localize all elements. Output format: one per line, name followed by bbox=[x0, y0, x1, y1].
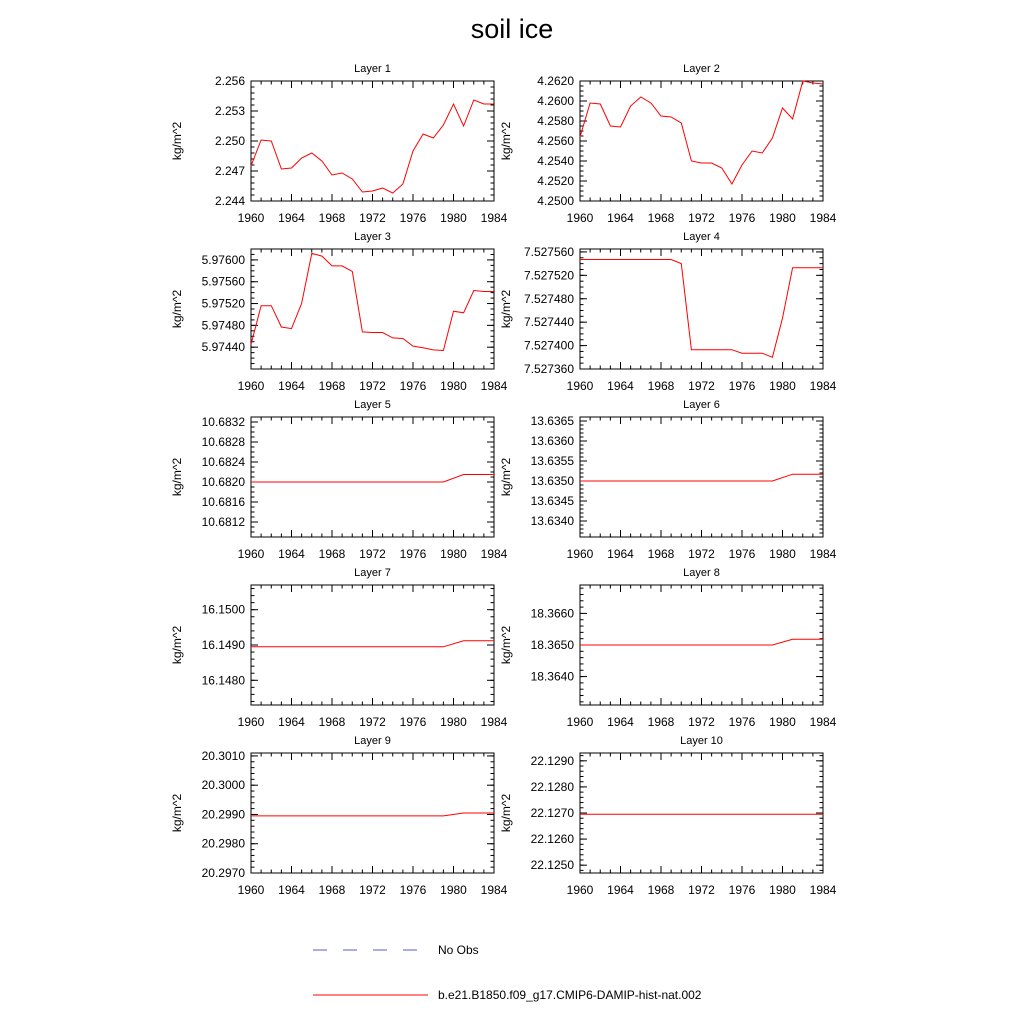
x-tick-label: 1964 bbox=[278, 211, 305, 225]
x-tick-label: 1968 bbox=[318, 211, 346, 225]
x-tick-label: 1984 bbox=[480, 715, 508, 729]
x-tick-label: 1968 bbox=[647, 379, 675, 393]
panel-title: Layer 1 bbox=[354, 63, 391, 75]
y-tick-label: 5.97440 bbox=[201, 340, 245, 355]
y-axis-label: kg/m^2 bbox=[170, 121, 184, 161]
x-tick-label: 1964 bbox=[278, 547, 305, 561]
x-tick-label: 1964 bbox=[607, 211, 634, 225]
y-tick-label: 2.256 bbox=[214, 74, 245, 88]
y-tick-label: 5.97600 bbox=[201, 252, 245, 267]
x-tick-label: 1972 bbox=[688, 547, 715, 561]
x-tick-label: 1980 bbox=[769, 547, 796, 561]
x-tick-label: 1960 bbox=[237, 379, 265, 393]
plot-frame bbox=[580, 417, 823, 537]
legend-label-no-obs: No Obs bbox=[438, 943, 479, 957]
y-tick-label: 20.3000 bbox=[201, 778, 245, 793]
plot-frame bbox=[580, 753, 823, 873]
x-tick-label: 1968 bbox=[647, 883, 675, 897]
y-tick-label: 7.527480 bbox=[523, 291, 574, 306]
y-axis-label: kg/m^2 bbox=[499, 289, 513, 329]
y-axis-label: kg/m^2 bbox=[499, 457, 513, 497]
chart-panel-2 bbox=[499, 63, 837, 225]
series-line bbox=[580, 81, 823, 184]
y-tick-label: 20.2990 bbox=[201, 807, 245, 822]
panel-title: Layer 10 bbox=[680, 735, 723, 747]
y-axis-label: kg/m^2 bbox=[170, 457, 184, 497]
x-tick-label: 1976 bbox=[728, 379, 756, 393]
x-tick-label: 1980 bbox=[440, 379, 467, 393]
chart-panel-3 bbox=[170, 231, 508, 393]
y-axis-label: kg/m^2 bbox=[499, 121, 513, 161]
x-tick-label: 1980 bbox=[769, 883, 796, 897]
y-tick-label: 18.3660 bbox=[530, 606, 574, 621]
x-tick-label: 1964 bbox=[607, 379, 634, 393]
x-tick-label: 1968 bbox=[318, 379, 346, 393]
series-line bbox=[251, 813, 494, 816]
y-axis-label: kg/m^2 bbox=[499, 793, 513, 833]
chart-panel-1 bbox=[170, 63, 508, 225]
x-tick-label: 1980 bbox=[769, 211, 796, 225]
y-tick-label: 20.2980 bbox=[201, 836, 245, 851]
chart-main-title: soil ice bbox=[470, 14, 554, 44]
x-tick-label: 1960 bbox=[237, 211, 265, 225]
x-tick-label: 1984 bbox=[809, 547, 837, 561]
x-tick-label: 1984 bbox=[480, 379, 508, 393]
x-tick-label: 1964 bbox=[278, 379, 305, 393]
x-tick-label: 1964 bbox=[607, 547, 634, 561]
x-tick-label: 1968 bbox=[318, 547, 346, 561]
x-tick-label: 1964 bbox=[607, 715, 634, 729]
y-tick-label: 18.3650 bbox=[530, 638, 574, 652]
y-tick-label: 7.527560 bbox=[523, 244, 574, 259]
x-tick-label: 1968 bbox=[647, 715, 675, 729]
x-tick-label: 1972 bbox=[688, 883, 715, 897]
chart-panel-6 bbox=[499, 399, 837, 561]
y-tick-label: 7.527520 bbox=[523, 268, 574, 283]
y-tick-label: 4.2620 bbox=[537, 74, 574, 88]
y-tick-label: 2.244 bbox=[214, 194, 245, 208]
x-tick-label: 1960 bbox=[566, 715, 594, 729]
plot-frame bbox=[251, 753, 494, 873]
x-tick-label: 1976 bbox=[399, 379, 427, 393]
y-axis-label: kg/m^2 bbox=[170, 289, 184, 329]
chart-panel-8 bbox=[499, 567, 837, 729]
y-tick-label: 10.6832 bbox=[201, 415, 245, 429]
panel-title: Layer 6 bbox=[683, 399, 720, 411]
plot-frame bbox=[251, 585, 494, 705]
panel-title: Layer 8 bbox=[683, 567, 720, 579]
plot-frame bbox=[580, 81, 823, 201]
y-axis-label: kg/m^2 bbox=[170, 793, 184, 833]
x-tick-label: 1960 bbox=[566, 379, 594, 393]
series-line bbox=[251, 100, 494, 193]
x-tick-label: 1968 bbox=[318, 715, 346, 729]
x-tick-label: 1984 bbox=[480, 211, 508, 225]
x-tick-label: 1984 bbox=[480, 883, 508, 897]
x-tick-label: 1976 bbox=[728, 883, 756, 897]
panel-title: Layer 7 bbox=[354, 567, 391, 579]
x-tick-label: 1964 bbox=[278, 883, 305, 897]
x-tick-label: 1972 bbox=[688, 211, 715, 225]
y-tick-label: 2.253 bbox=[214, 104, 245, 118]
y-tick-label: 22.1280 bbox=[530, 779, 574, 794]
series-line bbox=[580, 639, 823, 645]
x-tick-label: 1972 bbox=[359, 547, 386, 561]
x-tick-label: 1976 bbox=[728, 547, 756, 561]
x-tick-label: 1968 bbox=[647, 547, 675, 561]
y-tick-label: 20.3010 bbox=[201, 748, 245, 763]
x-tick-label: 1984 bbox=[809, 715, 837, 729]
y-tick-label: 16.1490 bbox=[201, 638, 245, 652]
x-tick-label: 1980 bbox=[440, 547, 467, 561]
x-tick-label: 1984 bbox=[809, 211, 837, 225]
y-tick-label: 10.6816 bbox=[201, 495, 245, 509]
y-tick-label: 2.247 bbox=[214, 164, 245, 178]
y-tick-label: 13.6350 bbox=[530, 474, 574, 488]
y-axis-label: kg/m^2 bbox=[499, 625, 513, 665]
panel-title: Layer 5 bbox=[354, 399, 391, 411]
chart-panel-5 bbox=[170, 399, 508, 561]
x-tick-label: 1968 bbox=[647, 211, 675, 225]
y-tick-label: 4.2600 bbox=[537, 94, 574, 108]
panel-title: Layer 2 bbox=[683, 63, 720, 75]
y-tick-label: 5.97560 bbox=[201, 274, 245, 289]
y-tick-label: 16.1500 bbox=[201, 602, 245, 617]
y-tick-label: 13.6355 bbox=[530, 454, 574, 468]
y-tick-label: 7.527400 bbox=[523, 338, 574, 353]
series-line bbox=[580, 260, 823, 358]
plot-frame bbox=[251, 249, 494, 369]
chart-panel-4 bbox=[499, 231, 837, 393]
y-tick-label: 10.6824 bbox=[201, 455, 245, 469]
y-tick-label: 10.6828 bbox=[201, 435, 245, 449]
y-tick-label: 7.527360 bbox=[523, 362, 574, 376]
x-tick-label: 1980 bbox=[769, 379, 796, 393]
panel-title: Layer 4 bbox=[683, 231, 720, 243]
x-tick-label: 1960 bbox=[237, 883, 265, 897]
y-tick-label: 13.6360 bbox=[530, 434, 574, 448]
x-tick-label: 1960 bbox=[237, 547, 265, 561]
x-tick-label: 1984 bbox=[480, 547, 508, 561]
y-tick-label: 5.97520 bbox=[201, 296, 245, 311]
x-tick-label: 1984 bbox=[809, 883, 837, 897]
series-line bbox=[251, 475, 494, 483]
chart-panel-9 bbox=[170, 735, 508, 897]
x-tick-label: 1984 bbox=[809, 379, 837, 393]
x-tick-label: 1972 bbox=[359, 883, 386, 897]
y-tick-label: 18.3640 bbox=[530, 669, 574, 684]
y-tick-label: 22.1250 bbox=[530, 858, 574, 873]
y-tick-label: 2.250 bbox=[214, 134, 245, 148]
y-tick-label: 5.97480 bbox=[201, 318, 245, 333]
x-tick-label: 1976 bbox=[399, 883, 427, 897]
x-tick-label: 1976 bbox=[728, 211, 756, 225]
legend-label-model-run: b.e21.B1850.f09_g17.CMIP6-DAMIP-hist-nat.002 bbox=[438, 988, 702, 1002]
y-tick-label: 22.1260 bbox=[530, 832, 574, 847]
y-tick-label: 7.527440 bbox=[523, 315, 574, 330]
x-tick-label: 1960 bbox=[566, 883, 594, 897]
plot-frame bbox=[580, 249, 823, 369]
y-tick-label: 4.2560 bbox=[537, 134, 574, 148]
x-tick-label: 1972 bbox=[359, 211, 386, 225]
x-tick-label: 1980 bbox=[440, 883, 467, 897]
panel-title: Layer 9 bbox=[354, 735, 391, 747]
x-tick-label: 1976 bbox=[399, 211, 427, 225]
y-tick-label: 4.2540 bbox=[537, 154, 574, 168]
series-line bbox=[580, 474, 823, 481]
chart-panel-7 bbox=[170, 567, 508, 729]
x-tick-label: 1960 bbox=[237, 715, 265, 729]
x-tick-label: 1968 bbox=[318, 883, 346, 897]
series-line bbox=[251, 641, 494, 647]
x-tick-label: 1976 bbox=[728, 715, 756, 729]
y-tick-label: 22.1270 bbox=[530, 806, 574, 820]
series-line bbox=[251, 253, 494, 350]
panel-title: Layer 3 bbox=[354, 231, 391, 243]
x-tick-label: 1960 bbox=[566, 547, 594, 561]
y-tick-label: 20.2970 bbox=[201, 866, 245, 880]
x-tick-label: 1976 bbox=[399, 715, 427, 729]
x-tick-label: 1976 bbox=[399, 547, 427, 561]
x-tick-label: 1964 bbox=[278, 715, 305, 729]
x-tick-label: 1980 bbox=[440, 715, 467, 729]
x-tick-label: 1972 bbox=[359, 379, 386, 393]
y-axis-label: kg/m^2 bbox=[170, 625, 184, 665]
x-tick-label: 1972 bbox=[359, 715, 386, 729]
y-tick-label: 22.1290 bbox=[530, 753, 574, 768]
y-tick-label: 4.2520 bbox=[537, 174, 574, 188]
x-tick-label: 1972 bbox=[688, 715, 715, 729]
x-tick-label: 1980 bbox=[769, 715, 796, 729]
x-tick-label: 1964 bbox=[607, 883, 634, 897]
y-tick-label: 13.6340 bbox=[530, 514, 574, 528]
chart-panel-10 bbox=[499, 735, 837, 897]
plot-frame bbox=[251, 81, 494, 201]
y-tick-label: 4.2580 bbox=[537, 114, 574, 128]
y-tick-label: 10.6812 bbox=[201, 515, 245, 529]
y-tick-label: 13.6365 bbox=[530, 414, 574, 428]
x-tick-label: 1960 bbox=[566, 211, 594, 225]
y-tick-label: 16.1480 bbox=[201, 673, 245, 688]
y-tick-label: 4.2500 bbox=[537, 194, 574, 208]
y-tick-label: 10.6820 bbox=[201, 475, 245, 489]
x-tick-label: 1980 bbox=[440, 211, 467, 225]
x-tick-label: 1972 bbox=[688, 379, 715, 393]
y-tick-label: 13.6345 bbox=[530, 494, 574, 508]
